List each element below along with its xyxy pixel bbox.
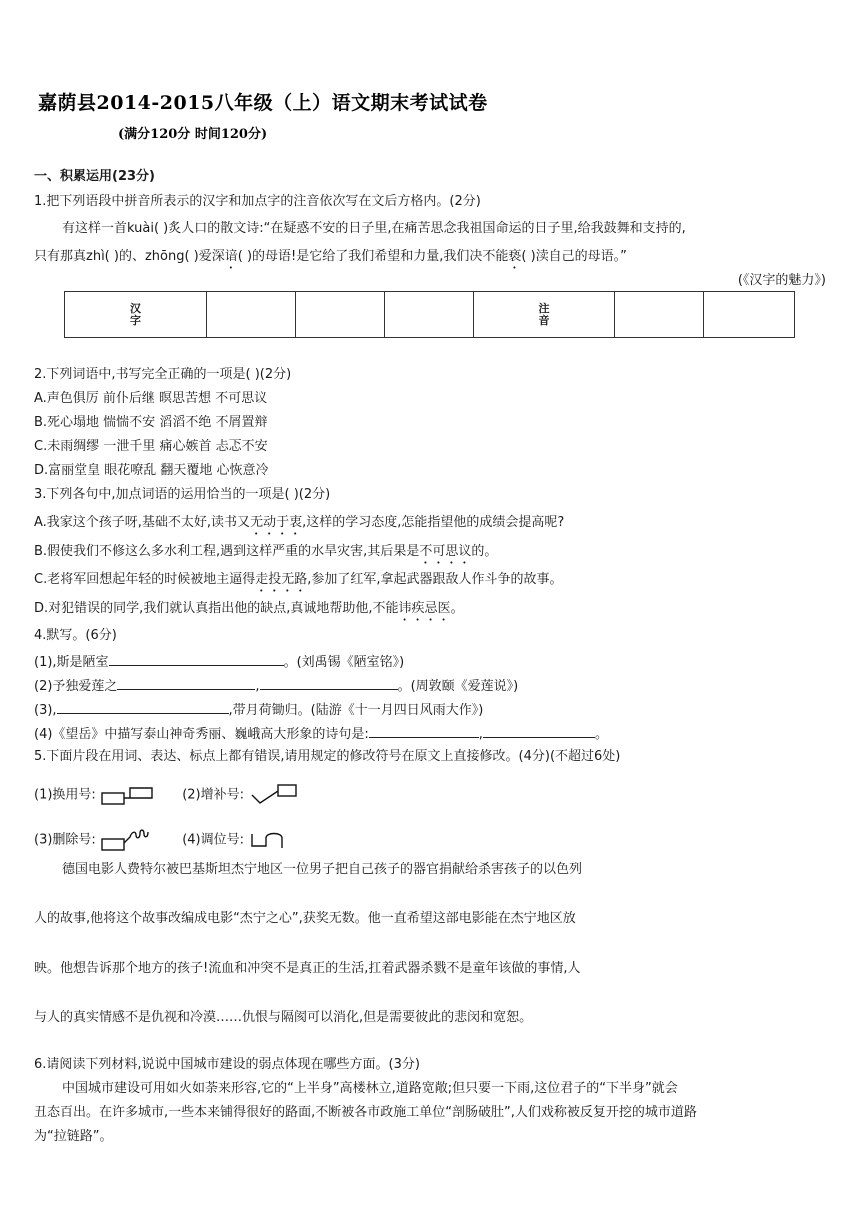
q4-text: (3), xyxy=(34,703,57,718)
reorder-mark-icon xyxy=(248,828,296,852)
delete-mark-icon xyxy=(100,827,156,853)
q5-symbol-label: (2)增补号: xyxy=(182,787,245,803)
q1-dotted-char: 亵 xyxy=(508,249,522,264)
q4-item-4 xyxy=(34,723,608,744)
q6-stem: 6.请阅读下列材料,说说中国城市建设的弱点体现在哪些方面。(3分) xyxy=(34,1057,420,1072)
fill-blank[interactable] xyxy=(483,723,595,738)
q3-dotted-word: 不可思议 xyxy=(419,544,472,559)
q3-text: ,这样的学习态度,怎能指望他的成绩会提高呢? xyxy=(302,515,565,530)
q1-paragraph-line2 xyxy=(34,248,627,272)
q5-symbol-label: (1)换用号: xyxy=(34,787,96,803)
q3-dotted-word: 讳疾忌医 xyxy=(398,601,451,616)
q4-text: ,带月荷锄归。(陆游《十一月四日风雨大作》) xyxy=(228,703,484,718)
q5-symbols-row1 xyxy=(34,783,300,807)
q5-symbol-label: (3)删除号: xyxy=(34,832,96,848)
q4-text: 。(刘禹锡《陋室铭》) xyxy=(283,655,405,670)
q3-option-d xyxy=(34,600,464,624)
q4-stem: 4.默写。(6分) xyxy=(34,628,117,643)
q1-stem: 1.把下列语段中拼音所表示的汉字和加点字的注音依次写在文后方格内。(2分) xyxy=(34,194,481,209)
q3-dotted-word: 走投无路 xyxy=(255,572,308,587)
q5-stem: 5.下面片段在用词、表达、标点上都有错误,请用规定的修改符号在原文上直接修改。(4分)(不超过6处) xyxy=(34,749,621,764)
q4-text: , xyxy=(478,727,483,742)
zhuyin-label-cell xyxy=(474,292,615,338)
q5-passage-line: 与人的真实情感不是仇视和冷漠……仇恨与隔阂可以消化,但是需要彼此的悲闵和宽恕。 xyxy=(34,1010,533,1025)
q6-material-line: 丑态百出。在许多城市,一些本来铺得很好的路面,不断被各市政施工单位“剖肠破肚”,人们戏称被反复开挖的城市道路 xyxy=(34,1105,697,1120)
answer-cell[interactable] xyxy=(296,292,385,338)
q3-text: A.我家这个孩子呀,基础不太好,读书又 xyxy=(34,515,251,530)
q5-passage-line: 德国电影人费特尔被巴基斯坦杰宁地区一位男子把自己孩子的器官捐献给杀害孩子的以色列 xyxy=(62,862,583,877)
q3-text: B.假使我们不修这么多水利工程,遇到这样严重的水旱灾害,其后果是 xyxy=(34,544,420,559)
q5-passage-line: 人的故事,他将这个故事改编成电影“杰宁之心”,获奖无数。他一直希望这部电影能在杰宁地区放 xyxy=(34,911,576,926)
q3-dotted-word: 无动于衷 xyxy=(250,515,303,530)
hanzi-label: 汉字 xyxy=(130,301,141,327)
q1-dotted-char: 谙 xyxy=(224,249,238,264)
zhuyin-label: 注音 xyxy=(538,301,550,327)
q3-text: 的。 xyxy=(471,544,498,559)
q2-option-b: B.死心塌地 惴惴不安 滔滔不绝 不屑置辩 xyxy=(34,415,268,430)
q3-option-c xyxy=(34,571,563,595)
answer-cell[interactable] xyxy=(615,292,704,338)
q1-source: (《汉字的魅力》) xyxy=(737,273,826,288)
q2-option-d: D.富丽堂皇 眼花嘹乱 翻天覆地 心恢意冷 xyxy=(34,463,269,478)
q3-stem: 3.下列各句中,加点词语的运用恰当的一项是( )(2分) xyxy=(34,487,331,502)
q4-item-1 xyxy=(34,651,404,672)
q4-text: 。 xyxy=(594,727,608,742)
q4-text: , xyxy=(255,679,260,694)
insert-mark-icon xyxy=(248,783,300,807)
fill-blank[interactable] xyxy=(369,723,479,738)
exam-subtitle: (满分120分 时间120分) xyxy=(118,127,268,142)
fill-blank[interactable] xyxy=(57,699,229,714)
q1-text: ( )的母语!是它给了我们希望和力量,我们决不能 xyxy=(237,249,509,264)
q4-text: (1),斯是陋室 xyxy=(34,655,109,670)
q2-option-a: A.声色俱厉 前仆后继 暝思苦想 不可思议 xyxy=(34,391,268,406)
answer-cell[interactable] xyxy=(207,292,296,338)
q3-text: D.对犯错误的同学,我们就认真指出他的缺点,真诚地帮助他,不能 xyxy=(34,601,399,616)
q1-text: ( )渎自己的母语。” xyxy=(521,249,627,264)
q6-material-line: 中国城市建设可用如火如荼来形容,它的“上半身”高楼林立,道路宽敞;但只要一下雨,这位君子的“下半身”就会 xyxy=(62,1081,678,1096)
q2-option-c: C.未雨绸缪 一泄千里 痛心嫉首 忐忑不安 xyxy=(34,439,268,454)
q3-option-b xyxy=(34,543,497,567)
q5-symbols-row2 xyxy=(34,827,296,853)
q3-text: ,参加了红军,拿起武器跟敌人作斗争的故事。 xyxy=(307,572,563,587)
fill-blank[interactable] xyxy=(117,675,255,690)
q3-text: 。 xyxy=(450,601,464,616)
q3-option-a xyxy=(34,514,564,538)
answer-cell[interactable] xyxy=(385,292,474,338)
q4-item-3 xyxy=(34,699,483,720)
q1-text: 只有那真zhì( )的、zhōng( )爱深 xyxy=(34,249,225,264)
q3-text: C.老将军回想起年轻的时候被地主逼得 xyxy=(34,572,256,587)
hanzi-label-cell xyxy=(65,292,207,338)
q4-text: 。(周敦颐《爱莲说》) xyxy=(397,679,519,694)
q5-symbol-label: (4)调位号: xyxy=(182,832,245,848)
section-heading: 一、积累运用(23分) xyxy=(34,169,155,184)
q6-material-line: 为“拉链路”。 xyxy=(34,1129,113,1144)
replace-mark-icon xyxy=(100,784,156,806)
fill-blank[interactable] xyxy=(260,675,398,690)
q1-paragraph-line1: 有这样一首kuài( )炙人口的散文诗:“在疑惑不安的日子里,在痛苦思念我祖国命运的日子里,给我鼓舞和支持的, xyxy=(62,221,686,236)
answer-cell[interactable] xyxy=(704,292,795,338)
fill-blank[interactable] xyxy=(109,651,284,666)
q1-answer-table xyxy=(64,291,795,338)
q5-passage-line: 映。他想告诉那个地方的孩子!流血和冲突不是真正的生活,扛着武器杀戮不是童年该做的事情,人 xyxy=(34,961,581,976)
exam-title: 嘉荫县2014-2015八年级（上）语文期末考试试卷 xyxy=(38,92,488,114)
q4-item-2 xyxy=(34,675,518,696)
q2-stem: 2.下列词语中,书写完全正确的一项是( )(2分) xyxy=(34,367,292,382)
q4-text: (2)予独爱莲之 xyxy=(34,679,118,694)
q4-text: (4)《望岳》中描写泰山神奇秀丽、巍峨高大形象的诗句是: xyxy=(34,727,369,742)
